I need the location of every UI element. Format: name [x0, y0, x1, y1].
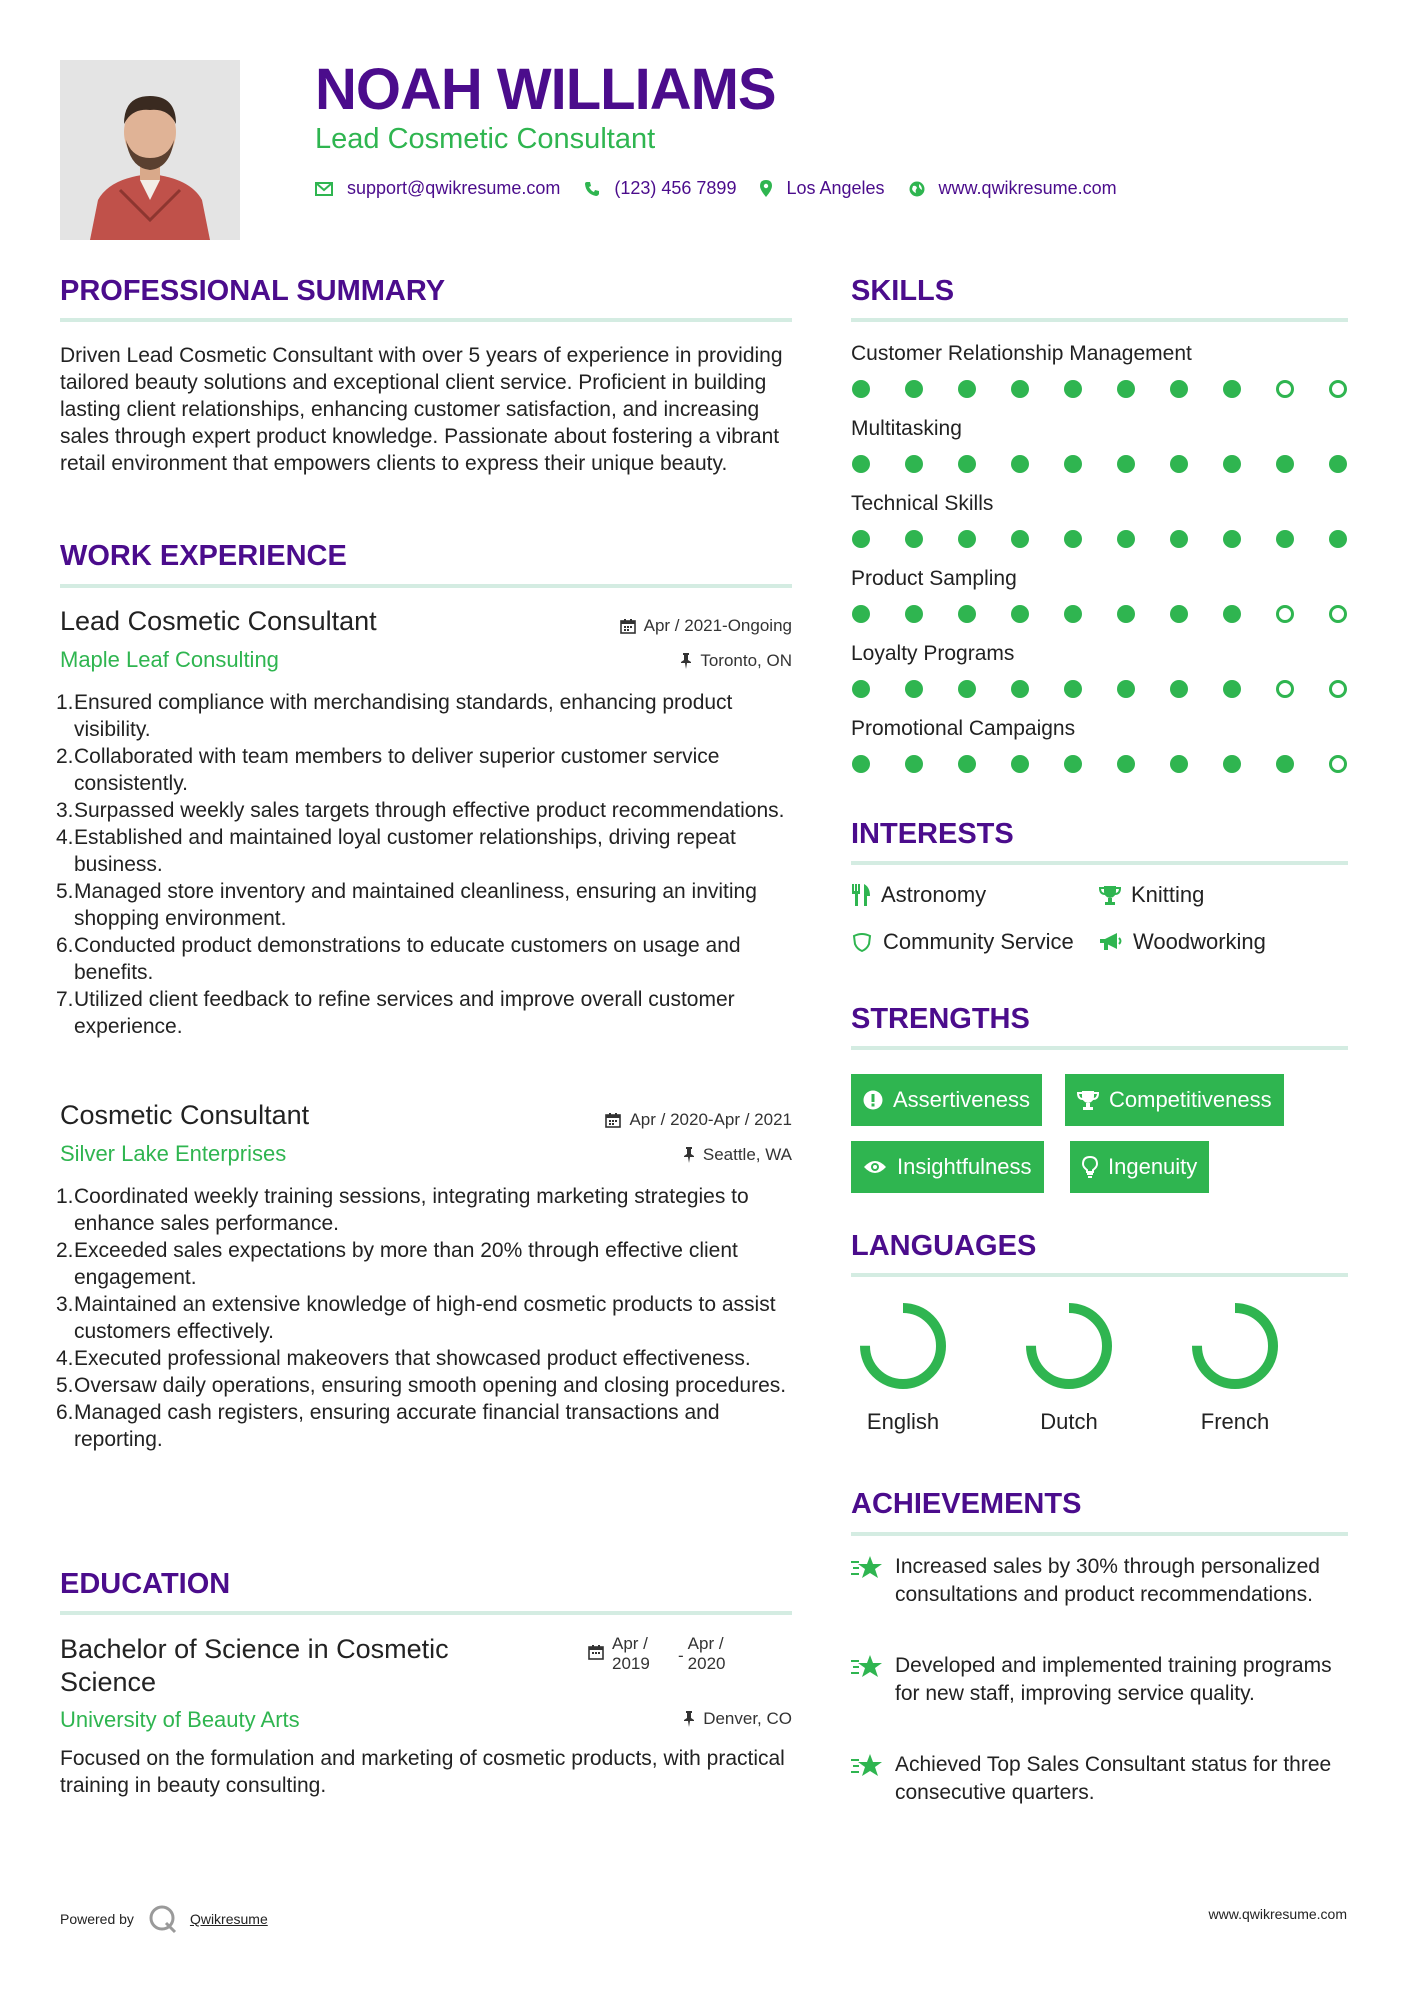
rating-dot-filled	[1329, 455, 1347, 473]
date-separator: -	[678, 1646, 684, 1665]
rating-dot-filled	[1170, 755, 1188, 773]
contact-location	[760, 178, 884, 199]
footer-powered-by	[60, 1904, 268, 1934]
language-progress-arc	[1031, 1308, 1107, 1384]
rating-dot-filled	[1011, 755, 1029, 773]
globe-icon	[909, 181, 925, 197]
interest-item: Woodworking	[1099, 929, 1266, 955]
job-title: Lead Cosmetic Consultant	[60, 606, 377, 636]
language-item	[1014, 1298, 1124, 1435]
list-item: 4. Executed professional makeovers that showcased product effectiveness.	[56, 1347, 751, 1370]
phone-icon	[584, 181, 600, 197]
contact-phone[interactable]	[584, 178, 736, 199]
rating-dot-filled	[1011, 680, 1029, 698]
rating-dot-empty	[1276, 380, 1294, 398]
pushpin-icon	[683, 1711, 695, 1727]
job-dates	[605, 1110, 792, 1130]
rating-dot-filled	[1170, 455, 1188, 473]
candidate-title: Lead Cosmetic Consultant	[315, 123, 656, 155]
rating-dot-filled	[1064, 380, 1082, 398]
achievements-rule	[851, 1532, 1348, 1536]
achievements-heading: ACHIEVEMENTS	[851, 1488, 1082, 1520]
interest-item: Knitting	[1099, 882, 1204, 908]
rating-dot-filled	[1223, 455, 1241, 473]
rating-dot-filled	[958, 455, 976, 473]
rating-dot-filled	[905, 455, 923, 473]
profile-photo	[60, 60, 240, 240]
rating-dot-filled	[1064, 605, 1082, 623]
rating-dot-filled	[1223, 380, 1241, 398]
list-item: 1. Ensured compliance with merchandising standards, enhancing product visibility.	[56, 691, 733, 741]
language-ring	[848, 1298, 958, 1394]
list-item: 4. Established and maintained loyal customer relationships, driving repeat business.	[56, 826, 736, 876]
candidate-name: NOAH WILLIAMS	[315, 57, 776, 122]
trophy-icon	[1077, 1090, 1099, 1110]
list-item: 6. Managed cash registers, ensuring accurate financial transactions and reporting.	[56, 1401, 720, 1451]
shield-icon	[851, 932, 873, 952]
qwikresume-logo-icon	[148, 1904, 178, 1934]
education-end: Apr / 2020	[687, 1634, 726, 1673]
rating-dot-filled	[1011, 530, 1029, 548]
experience-heading: WORK EXPERIENCE	[60, 540, 347, 572]
job-location-text: Toronto, ON	[700, 651, 792, 670]
rating-dot-filled	[1223, 530, 1241, 548]
language-ring	[1180, 1298, 1290, 1394]
strength-badge: Ingenuity	[1070, 1141, 1209, 1193]
rating-dot-filled	[905, 605, 923, 623]
calendar-icon	[605, 1112, 621, 1128]
megaphone-icon	[1099, 932, 1123, 952]
contact-bar	[315, 178, 1141, 199]
rating-dot-filled	[1064, 530, 1082, 548]
rating-dot-filled	[852, 605, 870, 623]
rating-dot-empty	[1329, 605, 1347, 623]
strength-badge: Assertiveness	[851, 1074, 1042, 1126]
map-marker-icon	[760, 180, 772, 197]
calendar-icon	[588, 1644, 604, 1660]
school-name: University of Beauty Arts	[60, 1707, 300, 1732]
rating-dot-filled	[1276, 755, 1294, 773]
rating-dot-filled	[852, 680, 870, 698]
footer-website[interactable]: www.qwikresume.com	[1208, 1906, 1347, 1922]
email-text: support@qwikresume.com	[347, 178, 561, 198]
job-location	[683, 1145, 792, 1165]
rating-dot-filled	[1223, 605, 1241, 623]
education-location	[683, 1709, 792, 1729]
skill-rating	[852, 680, 1382, 698]
rating-dot-filled	[1064, 755, 1082, 773]
job-location-text: Seattle, WA	[702, 1145, 792, 1164]
pushpin-icon	[683, 1147, 695, 1163]
rating-dot-filled	[1117, 680, 1135, 698]
rating-dot-filled	[1170, 605, 1188, 623]
trophy-icon	[1099, 885, 1121, 905]
interests-heading: INTERESTS	[851, 818, 1014, 850]
rating-dot-empty	[1329, 755, 1347, 773]
job-dates-text: Apr / 2020-Apr / 2021	[629, 1110, 792, 1129]
contact-website[interactable]	[909, 178, 1117, 199]
rating-dot-empty	[1329, 680, 1347, 698]
rating-dot-filled	[1117, 530, 1135, 548]
rating-dot-filled	[1276, 455, 1294, 473]
language-item	[848, 1298, 958, 1435]
languages-rule	[851, 1273, 1348, 1277]
rating-dot-filled	[1223, 680, 1241, 698]
strength-badge: Insightfulness	[851, 1141, 1044, 1193]
education-location-text: Denver, CO	[703, 1709, 792, 1728]
skill-name: Product Sampling	[851, 567, 1017, 590]
rating-dot-filled	[1064, 455, 1082, 473]
rating-dot-filled	[905, 530, 923, 548]
skill-rating	[852, 605, 1382, 623]
rating-dot-filled	[1117, 455, 1135, 473]
phone-text: (123) 456 7899	[614, 178, 737, 198]
job-dates-text: Apr / 2021-Ongoing	[643, 616, 792, 635]
powered-by-text: Powered by	[60, 1911, 134, 1927]
language-progress-arc	[1197, 1308, 1273, 1384]
interest-item: Community Service	[851, 929, 1074, 955]
star-icon	[851, 1654, 883, 1680]
language-label: French	[1200, 1409, 1270, 1434]
pushpin-icon	[680, 653, 692, 669]
rating-dot-filled	[1117, 380, 1135, 398]
job-company: Silver Lake Enterprises	[60, 1141, 287, 1166]
rating-dot-filled	[1011, 605, 1029, 623]
strength-badge: Competitiveness	[1065, 1074, 1284, 1126]
rating-dot-filled	[852, 755, 870, 773]
summary-heading: PROFESSIONAL SUMMARY	[60, 275, 446, 307]
skill-name: Promotional Campaigns	[851, 717, 1076, 740]
rating-dot-empty	[1329, 380, 1347, 398]
rating-dot-filled	[1223, 755, 1241, 773]
degree-title: Bachelor of Science in Cosmetic Science	[60, 1634, 449, 1697]
achievement-item: Achieved Top Sales Consultant status for three consecutive quarters.	[851, 1751, 1348, 1807]
education-rule	[60, 1611, 792, 1615]
language-progress-arc	[865, 1308, 941, 1384]
interests-rule	[851, 861, 1348, 865]
rating-dot-filled	[958, 530, 976, 548]
rating-dot-empty	[1276, 605, 1294, 623]
job-dates	[620, 616, 792, 636]
achievement-item: Increased sales by 30% through personalized consultations and product recommendations.	[851, 1553, 1348, 1609]
skill-rating	[852, 455, 1382, 473]
language-label: English	[866, 1409, 940, 1434]
list-item: 7. Utilized client feedback to refine services and improve overall customer experience.	[56, 988, 735, 1038]
list-item: 2. Collaborated with team members to deliver superior customer service consistently.	[56, 745, 720, 795]
rating-dot-filled	[958, 680, 976, 698]
rating-dot-filled	[1170, 680, 1188, 698]
list-item: 1. Coordinated weekly training sessions, integrating marketing strategies to enhance sales performance.	[56, 1185, 749, 1235]
website-text: www.qwikresume.com	[938, 178, 1117, 198]
rating-dot-filled	[1011, 455, 1029, 473]
rating-dot-filled	[905, 380, 923, 398]
rating-dot-filled	[958, 380, 976, 398]
skill-rating	[852, 755, 1382, 773]
rating-dot-filled	[1170, 530, 1188, 548]
interest-item: Astronomy	[851, 882, 986, 908]
job-bullets	[56, 689, 801, 1040]
location-text: Los Angeles	[786, 178, 885, 198]
envelope-icon	[315, 182, 333, 196]
job-location	[680, 651, 792, 671]
strengths-rule	[851, 1046, 1348, 1050]
skills-heading: SKILLS	[851, 275, 955, 307]
list-item: 3. Surpassed weekly sales targets through effective product recommendations.	[56, 799, 785, 822]
list-item: 3. Maintained an extensive knowledge of high-end cosmetic products to assist customers effectively.	[56, 1293, 776, 1343]
rating-dot-filled	[905, 755, 923, 773]
experience-rule	[60, 584, 792, 588]
eye-icon	[863, 1159, 887, 1175]
list-item: 5. Oversaw daily operations, ensuring smooth opening and closing procedures.	[56, 1374, 787, 1397]
education-description: Focused on the formulation and marketing of cosmetic products, with practical training in beauty consulting.	[60, 1747, 785, 1797]
cutlery-icon	[851, 884, 871, 906]
language-label: Dutch	[1040, 1409, 1098, 1434]
star-icon	[851, 1753, 883, 1779]
rating-dot-filled	[1064, 680, 1082, 698]
lightbulb-icon	[1082, 1156, 1098, 1178]
strengths-heading: STRENGTHS	[851, 1003, 1030, 1035]
skill-rating	[852, 530, 1382, 548]
achievement-item: Developed and implemented training programs for new staff, improving service quality.	[851, 1652, 1348, 1708]
rating-dot-filled	[1276, 530, 1294, 548]
summary-text: Driven Lead Cosmetic Consultant with over 5 years of experience in providing tailored beauty solutions and exceptional client service. Proficient in building lasting client relationships, enhancing customer satisfaction, and increasing sales through expert product knowledge. Passionate about fostering a vibrant retail environment that empowers clients to express their unique beauty.	[60, 344, 783, 475]
rating-dot-filled	[1117, 605, 1135, 623]
rating-dot-filled	[1011, 380, 1029, 398]
job-company: Maple Leaf Consulting	[60, 647, 279, 672]
rating-dot-filled	[852, 530, 870, 548]
rating-dot-filled	[1329, 530, 1347, 548]
skill-name: Loyalty Programs	[851, 642, 1015, 665]
education-dates	[588, 1634, 744, 1674]
education-heading: EDUCATION	[60, 1568, 231, 1600]
job-title: Cosmetic Consultant	[60, 1100, 310, 1130]
skill-rating	[852, 380, 1382, 398]
language-item	[1180, 1298, 1290, 1435]
skill-name: Customer Relationship Management	[851, 342, 1192, 365]
languages-heading: LANGUAGES	[851, 1230, 1037, 1262]
language-ring	[1014, 1298, 1124, 1394]
footer-brand-link[interactable]: Qwikresume	[189, 1911, 268, 1927]
star-icon	[851, 1555, 883, 1581]
rating-dot-filled	[958, 605, 976, 623]
rating-dot-filled	[1170, 380, 1188, 398]
rating-dot-empty	[1276, 680, 1294, 698]
list-item: 6. Conducted product demonstrations to educate customers on usage and benefits.	[56, 934, 741, 984]
skill-name: Technical Skills	[851, 492, 994, 515]
list-item: 2. Exceeded sales expectations by more than 20% through effective client engagement.	[56, 1239, 738, 1289]
summary-rule	[60, 318, 792, 322]
list-item: 5. Managed store inventory and maintained cleanliness, ensuring an inviting shopping environment.	[56, 880, 757, 930]
rating-dot-filled	[852, 455, 870, 473]
rating-dot-filled	[852, 380, 870, 398]
rating-dot-filled	[958, 755, 976, 773]
calendar-icon	[620, 618, 636, 634]
job-bullets	[56, 1183, 801, 1453]
exclamation-circle-icon	[863, 1090, 883, 1110]
rating-dot-filled	[1117, 755, 1135, 773]
rating-dot-filled	[905, 680, 923, 698]
skills-rule	[851, 318, 1348, 322]
contact-email[interactable]	[315, 178, 560, 199]
education-start: Apr / 2019	[612, 1634, 650, 1673]
skill-name: Multitasking	[851, 417, 962, 440]
